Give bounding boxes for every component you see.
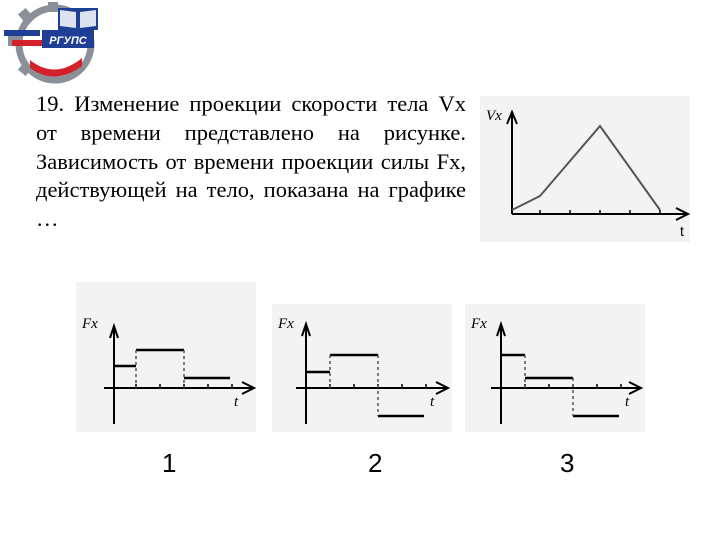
graph1-x-label: t xyxy=(234,394,239,410)
option-number-2[interactable]: 2 xyxy=(368,448,383,478)
force-graph-1[interactable] xyxy=(76,282,256,432)
velocity-line xyxy=(512,126,660,210)
velocity-graph xyxy=(480,96,690,242)
graph3-x-label: t xyxy=(625,394,630,410)
option-number-3[interactable]: 3 xyxy=(560,448,575,478)
option-number-1[interactable]: 1 xyxy=(162,448,177,478)
force-graph-3[interactable] xyxy=(465,304,645,432)
velocity-y-label: Vx xyxy=(486,108,502,124)
force-graph-2[interactable] xyxy=(272,304,452,432)
graph1-y-label: Fx xyxy=(82,316,98,332)
graph2-y-label: Fx xyxy=(278,316,294,332)
question-text: 19. Изменение проекции скорости тела Vx от времени представлено на рисунке. Зависимость от времени проекции силы Fx, действующей на тело, показана на графике … xyxy=(36,91,466,232)
graph2-x-label: t xyxy=(430,394,435,410)
graph3-y-label: Fx xyxy=(471,316,487,332)
logo-text: РГУПС xyxy=(49,35,87,47)
velocity-x-label: t xyxy=(680,223,684,239)
university-logo xyxy=(0,0,108,86)
